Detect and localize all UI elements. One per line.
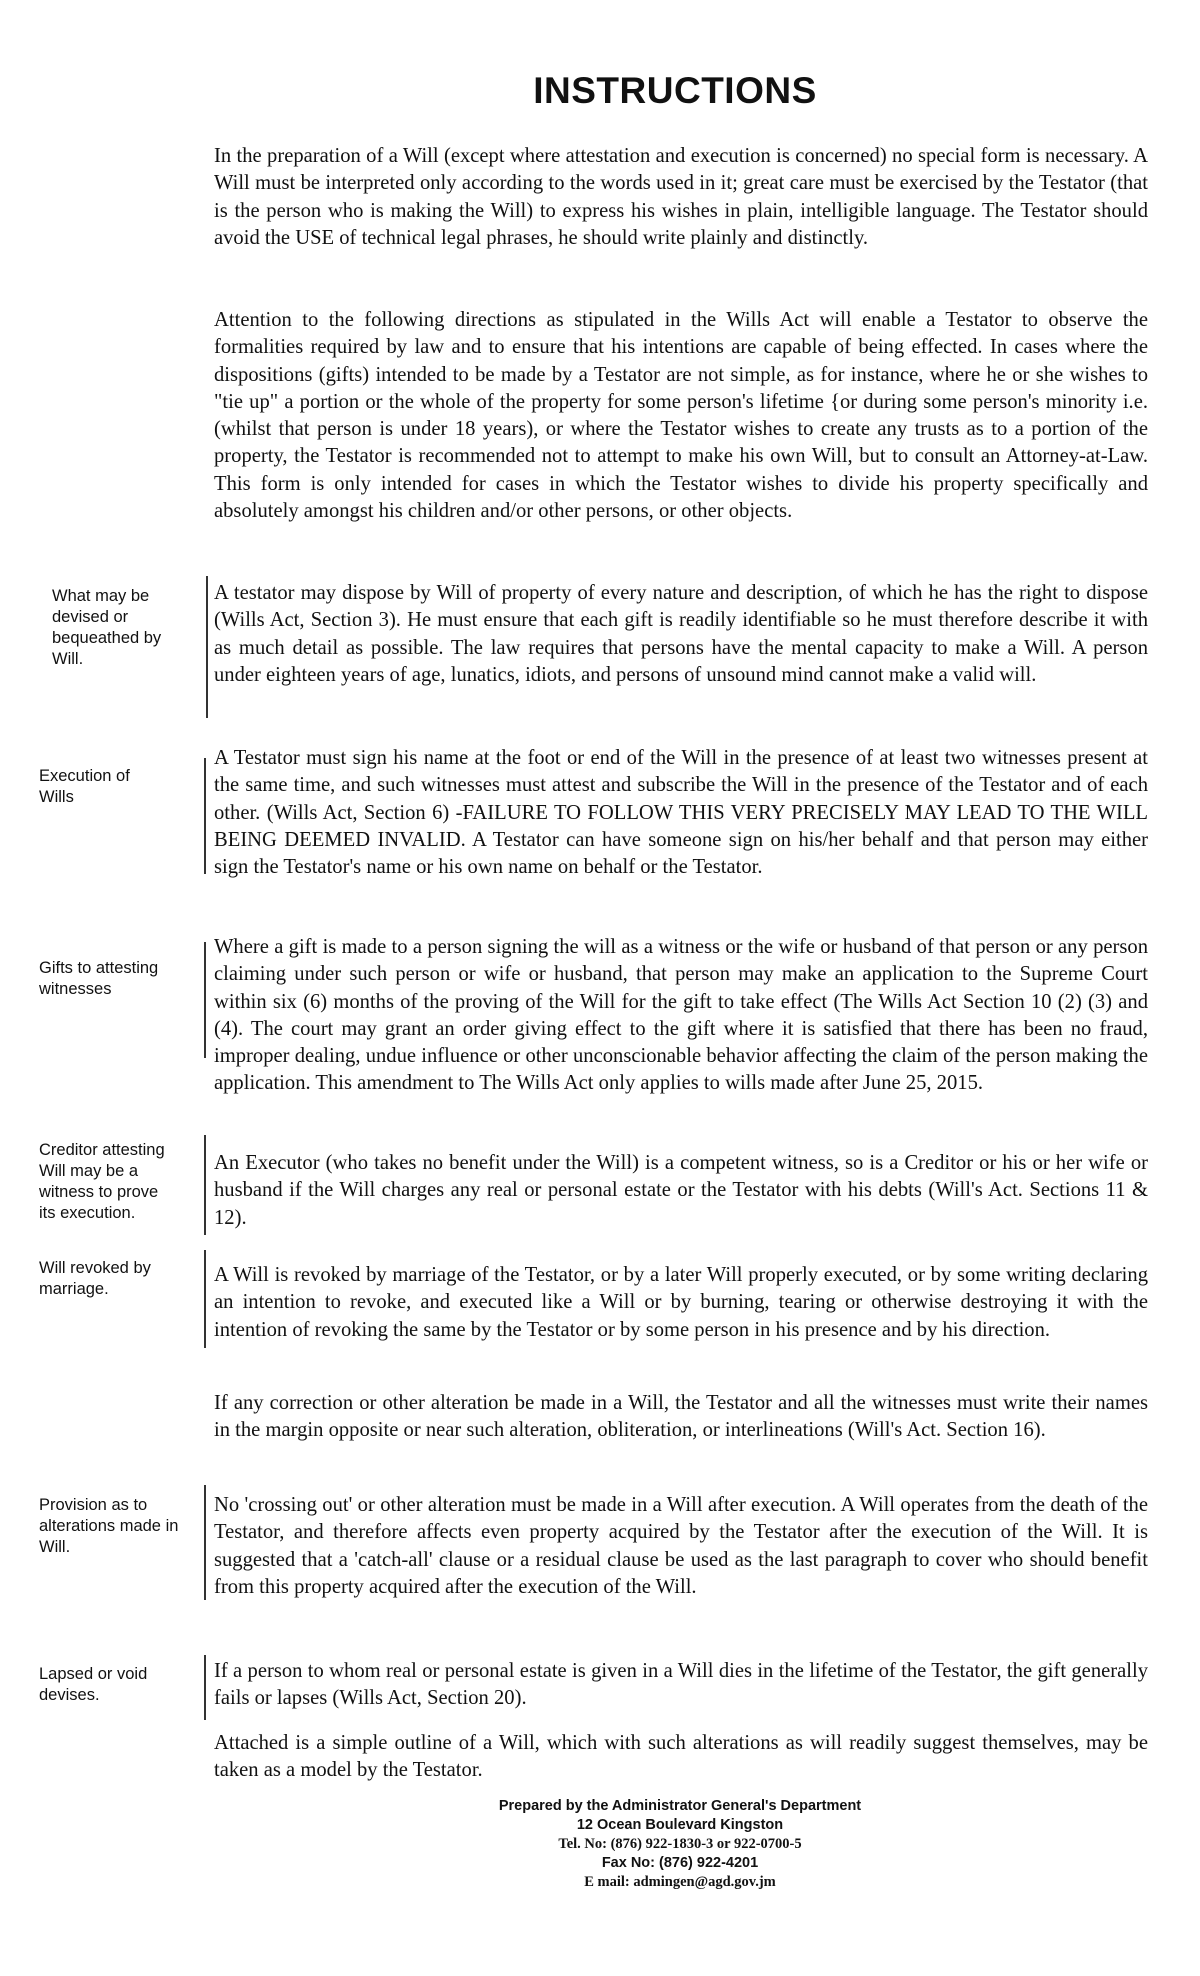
margin-note-what-may-be-devised: What may be devised or bequeathed by Will. bbox=[52, 587, 162, 668]
footer-address: 12 Ocean Boulevard Kingston bbox=[576, 1817, 784, 1833]
margin-bracket-line bbox=[204, 758, 206, 874]
paragraph-gifts-to-witnesses: Where a gift is made to a person signing the will as a witness or the wife or husband of that person or any person claiming under such person or wife or husband, that person may make an application to the Supreme Court within six (6) months of the proving of the Will for the gift to take effect (The Wills Act Section 10 (2) (3) and (4). The court may grant an order giving effect to the gift where it is satisfied that there has been no fraud, improper dealing, undue influence or other unconscionable behavior affecting the claim of the person making the application. This amendment to The Wills Act only applies to wills made after June 25, 2015. bbox=[214, 936, 1148, 1095]
margin-bracket-line bbox=[204, 1655, 206, 1720]
margin-note-alterations: Provision as to alterations made in Will. bbox=[39, 1496, 179, 1556]
margin-note-gifts-to-witnesses: Gifts to attesting witnesses bbox=[39, 959, 159, 998]
footer-fax: Fax No: (876) 922-4201 bbox=[601, 1855, 759, 1871]
margin-bracket-line bbox=[206, 576, 208, 718]
margin-note-execution: Execution of Wills bbox=[39, 767, 130, 806]
paragraph-intro: In the preparation of a Will (except where attestation and execution is concerned) no special form is necessary. A Will must be interpreted only according to the words used in it; great care must be exercised by the Testator (that is the person who is making the Will) to express his wishes in plain, intelligible language. The Testator should avoid the USE of technical legal phrases, he should write plainly and distinctly. bbox=[214, 145, 1148, 249]
margin-bracket-line bbox=[204, 1485, 206, 1600]
paragraph-attached-outline: Attached is a simple outline of a Will, which with such alterations as will readily suggest themselves, may be taken as a model by the Testator. bbox=[214, 1732, 1148, 1782]
margin-note-creditor-witness: Creditor attesting Will may be a witness to prove its execution. bbox=[39, 1141, 165, 1222]
paragraph-directions: Attention to the following directions as stipulated in the Wills Act will enable a Testator to observe the formalities required by law and to ensure that his intentions are capable of being effected. In cases where the dispositions (gifts) intended to be made by a Testator are not simple, as for instance, where he or she wishes to "tie up" a portion or the whole of the property for some person's lifetime {or during some person's minority i.e. (whilst that person is under 18 years), or where the Testator wishes to create any trusts as to a portion of the property, the Testator is recommended not to attempt to make his own Will, but to consult an Attorney-at-Law. This form is only intended for cases in which the Testator wishes to divide his property specifically and absolutely amongst his children and/or other persons, or other objects. bbox=[214, 309, 1148, 523]
margin-note-revoked-by-marriage: Will revoked by marriage. bbox=[39, 1259, 151, 1298]
paragraph-lapsed-devises: If a person to whom real or personal estate is given in a Will dies in the lifetime of the Testator, the gift generally fails or lapses (Wills Act, Section 20). bbox=[214, 1660, 1148, 1710]
margin-bracket-line bbox=[204, 1135, 206, 1235]
footer-tel: Tel. No: (876) 922-1830-3 or 922-0700-5 bbox=[558, 1836, 802, 1852]
footer-contact bbox=[420, 1797, 940, 1892]
margin-bracket-line bbox=[204, 1250, 206, 1348]
margin-bracket-line bbox=[204, 942, 206, 1058]
margin-note-lapsed-devises: Lapsed or void devises. bbox=[39, 1665, 148, 1704]
footer-email: E mail: admingen@agd.gov.jm bbox=[584, 1874, 776, 1890]
page-title: INSTRUCTIONS bbox=[533, 70, 817, 111]
paragraph-corrections: If any correction or other alteration be made in a Will, the Testator and all the witnesses must write their names in the margin opposite or near such alteration, obliteration, or interlineations (Will's Act. Section 16). bbox=[214, 1392, 1148, 1442]
footer-prepared-by: Prepared by the Administrator General's Department bbox=[498, 1798, 862, 1814]
paragraph-execution: A Testator must sign his name at the foot or end of the Will in the presence of at least two witnesses present at the same time, and such witnesses must attest and subscribe the Will in the presence of the Testator and of each other. (Wills Act, Section 6) -FAILURE TO FOLLOW THIS VERY PRECISELY MAY LEAD TO THE WILL BEING DEEMED INVALID. A Testator can have someone sign on his/her behalf and that person may either sign the Testator's name or his own name on behalf or the Testator. bbox=[214, 747, 1148, 879]
paragraph-what-may-be-devised: A testator may dispose by Will of property of every nature and description, of which he has the right to dispose (Wills Act, Section 3). He must ensure that each gift is readily identifiable so he must therefore describe it with as much detail as possible. The law requires that persons have the mental capacity to make a Will. A person under eighteen years of age, lunatics, idiots, and persons of unsound mind cannot make a valid will. bbox=[214, 582, 1148, 686]
paragraph-creditor-witness: An Executor (who takes no benefit under the Will) is a competent witness, so is a Creditor or his or her wife or husband if the Will charges any real or personal estate or the Testator with his debts (Will's Act. Sections 11 & 12). bbox=[214, 1152, 1148, 1229]
paragraph-revocation: A Will is revoked by marriage of the Testator, or by a later Will properly executed, or by some writing declaring an intention to revoke, and executed like a Will or by burning, tearing or otherwise destroying it with the intention of revoking the same by the Testator or by some person in his presence and by his direction. bbox=[214, 1264, 1148, 1341]
paragraph-alterations: No 'crossing out' or other alteration must be made in a Will after execution. A Will operates from the death of the Testator, and therefore affects even property acquired by the Testator after the execution of the Will. It is suggested that a 'catch-all' clause or a residual clause be used as the last paragraph to cover who should benefit from this property acquired after the execution of the Will. bbox=[214, 1494, 1148, 1598]
